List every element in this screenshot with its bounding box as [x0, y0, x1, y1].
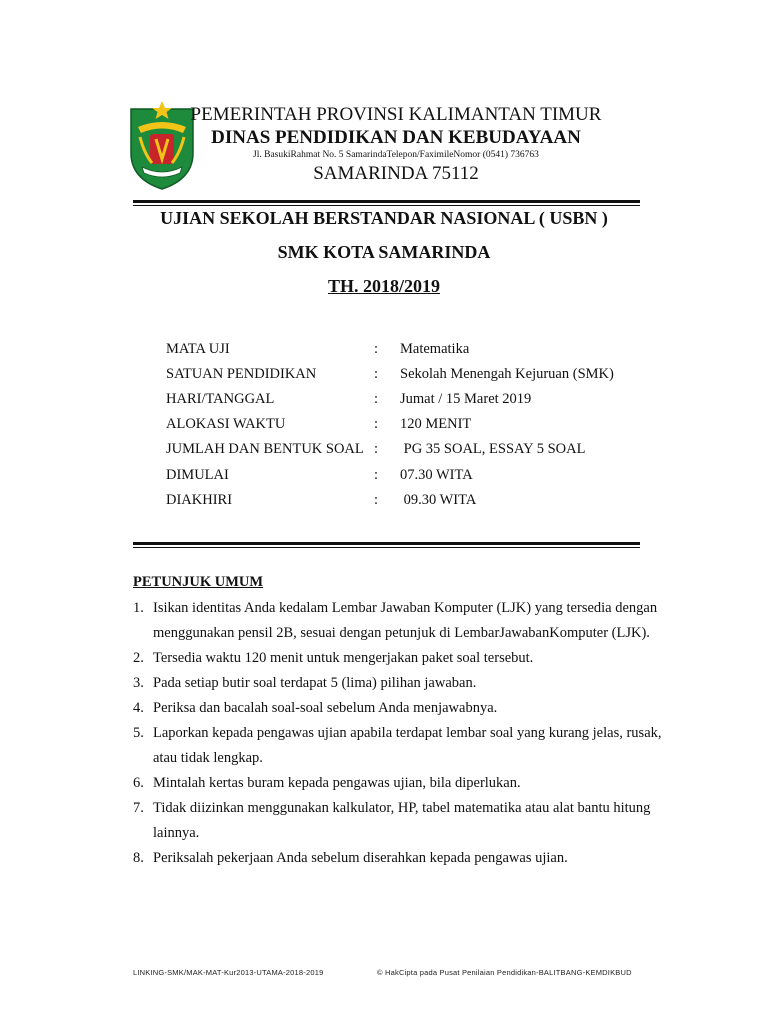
department-name: DINAS PENDIDIKAN DAN KEBUDAYAAN	[211, 127, 581, 148]
info-label: SATUAN PENDIDIKAN	[166, 366, 317, 382]
info-value: Matematika	[400, 341, 470, 357]
info-label: DIMULAI	[166, 467, 229, 483]
info-label: ALOKASI WAKTU	[166, 416, 286, 432]
item-text: Mintalah kertas buram kepada pengawas ujian, bila diperlukan.	[153, 775, 521, 791]
section-divider-thick	[133, 542, 640, 545]
item-number: 3.	[133, 675, 144, 691]
item-number: 2.	[133, 650, 144, 666]
info-colon: :	[374, 492, 379, 508]
item-text: atau tidak lengkap.	[153, 750, 263, 766]
info-label: DIAKHIRI	[166, 492, 233, 508]
exam-title: UJIAN SEKOLAH BERSTANDAR NASIONAL ( USBN )	[160, 208, 608, 228]
item-text: Tidak diizinkan menggunakan kalkulator, HP, tabel matematika atau alat bantu hitung	[153, 800, 651, 816]
footer-copyright: © HakCipta pada Pusat Penilaian Pendidikan-BALITBANG-KEMDIKBUD	[377, 968, 632, 977]
info-colon: :	[374, 416, 379, 432]
item-text: menggunakan pensil 2B, sesuai dengan petunjuk di LembarJawabanKomputer (LJK).	[153, 625, 650, 641]
info-colon: :	[374, 441, 379, 457]
item-text: Periksa dan bacalah soal-soal sebelum Anda menjawabnya.	[153, 700, 498, 716]
header-divider-thick	[133, 200, 640, 203]
academic-year: TH. 2018/2019	[327, 276, 440, 296]
city-postal: SAMARINDA 75112	[313, 163, 479, 184]
item-number: 4.	[133, 700, 144, 716]
instructions-title: PETUNJUK UMUM	[133, 574, 264, 590]
item-number: 7.	[133, 800, 144, 816]
section-divider-thin	[133, 547, 640, 548]
info-value: 120 MENIT	[400, 416, 472, 432]
info-colon: :	[374, 467, 379, 483]
school-name: SMK KOTA SAMARINDA	[277, 242, 491, 262]
info-label: HARI/TANGGAL	[166, 391, 275, 407]
address-line: Jl. BasukiRahmat No. 5 SamarindaTelepon/FaximileNomor (0541) 736763	[253, 150, 539, 160]
item-text: Isikan identitas Anda kedalam Lembar Jawaban Komputer (LJK) yang tersedia dengan	[153, 600, 658, 616]
item-text: Tersedia waktu 120 menit untuk mengerjakan paket soal tersebut.	[153, 650, 534, 666]
item-number: 8.	[133, 850, 144, 866]
info-label: JUMLAH DAN BENTUK SOAL	[166, 441, 364, 457]
item-text: lainnya.	[153, 825, 200, 841]
info-colon: :	[374, 366, 379, 382]
info-colon: :	[374, 341, 379, 357]
government-name: PEMERINTAH PROVINSI KALIMANTAN TIMUR	[190, 104, 602, 125]
info-value: PG 35 SOAL, ESSAY 5 SOAL	[400, 441, 586, 457]
footer-code: LINKING-SMK/MAK-MAT-Kur2013-UTAMA-2018-2019	[133, 968, 324, 977]
item-text: Periksalah pekerjaan Anda sebelum diserahkan kepada pengawas ujian.	[153, 850, 568, 866]
info-value: Jumat / 15 Maret 2019	[400, 391, 532, 407]
info-label: MATA UJI	[166, 341, 230, 357]
item-number: 5.	[133, 725, 144, 741]
item-number: 6.	[133, 775, 144, 791]
header-divider-thin	[133, 205, 640, 206]
info-colon: :	[374, 391, 379, 407]
info-value: 09.30 WITA	[400, 492, 477, 508]
item-number: 1.	[133, 600, 144, 616]
item-text: Pada setiap butir soal terdapat 5 (lima) pilihan jawaban.	[153, 675, 477, 691]
info-value: 07.30 WITA	[400, 467, 473, 483]
info-value: Sekolah Menengah Kejuruan (SMK)	[400, 366, 614, 382]
item-text: Laporkan kepada pengawas ujian apabila terdapat lembar soal yang kurang jelas, rusak,	[153, 725, 662, 741]
